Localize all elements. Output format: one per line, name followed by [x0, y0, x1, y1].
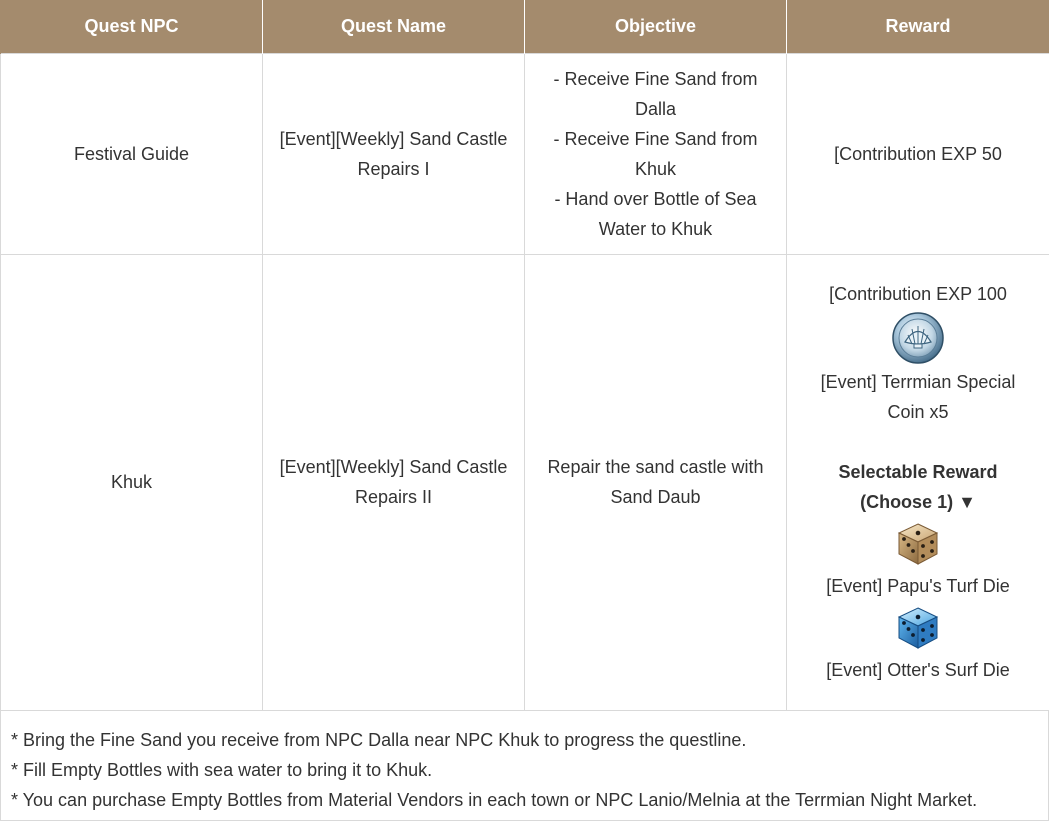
objective-line: - Hand over Bottle of Sea	[554, 188, 757, 209]
notes-box	[0, 710, 1049, 821]
objective-line: - Receive Fine Sand from	[553, 128, 758, 149]
header-reward: Reward	[787, 0, 1049, 53]
table-header-row	[1, 0, 1049, 53]
cell-objective	[525, 254, 787, 710]
header-quest-npc: Quest NPC	[1, 0, 263, 53]
header-objective: Objective	[525, 0, 787, 53]
cell-quest-name	[263, 254, 525, 710]
note-line: * You can purchase Empty Bottles from Material Vendors in each town or NPC Lanio/Melnia at the Terrmian Night Market.	[11, 790, 978, 810]
quest-name-line: Repairs I	[357, 158, 430, 179]
objective-line: Khuk	[634, 158, 677, 179]
reward-block	[799, 279, 1037, 685]
quest-name-line: [Event][Weekly] Sand Castle	[279, 457, 508, 477]
cell-objective	[525, 53, 787, 254]
shell-coin-icon[interactable]	[891, 311, 945, 365]
npc-name: Khuk	[110, 472, 153, 492]
note-line: * Bring the Fine Sand you receive from NPC Dalla near NPC Khuk to progress the questline.	[11, 730, 747, 750]
selectable-reward-choose: (Choose 1) ▼	[860, 492, 976, 512]
cell-reward	[787, 53, 1049, 254]
objective-line: Repair the sand castle with	[547, 457, 764, 477]
cell-quest-name	[263, 53, 525, 254]
selectable-reward-title: Selectable Reward	[838, 462, 998, 482]
objective-line: Water to Khuk	[598, 218, 713, 239]
objective-line: Sand Daub	[610, 487, 701, 507]
table-row	[1, 254, 1049, 710]
table-row	[1, 53, 1049, 254]
quest-name-line: [Event][Weekly] Sand Castle	[279, 128, 508, 149]
tan-die-icon[interactable]	[895, 521, 941, 567]
header-quest-name: Quest Name	[263, 0, 525, 53]
coin-reward-line: Coin x5	[887, 402, 949, 422]
reward-exp: [Contribution EXP 100	[829, 284, 1007, 304]
blue-die-icon[interactable]	[895, 605, 941, 651]
objective-line: - Receive Fine Sand from	[553, 68, 758, 89]
objective-line: Dalla	[634, 98, 677, 119]
quest-name-line: Repairs II	[354, 487, 433, 507]
cell-reward	[787, 254, 1049, 710]
note-line: * Fill Empty Bottles with sea water to bring it to Khuk.	[11, 760, 433, 780]
cell-npc	[1, 254, 263, 710]
coin-reward-line: [Event] Terrmian Special	[820, 372, 1016, 392]
npc-name: Festival Guide	[73, 143, 190, 164]
cell-npc	[1, 53, 263, 254]
die-reward-line: [Event] Otter's Surf Die	[826, 660, 1010, 680]
die-reward-line: [Event] Papu's Turf Die	[826, 576, 1010, 596]
reward-exp: [Contribution EXP 50	[834, 143, 1002, 164]
